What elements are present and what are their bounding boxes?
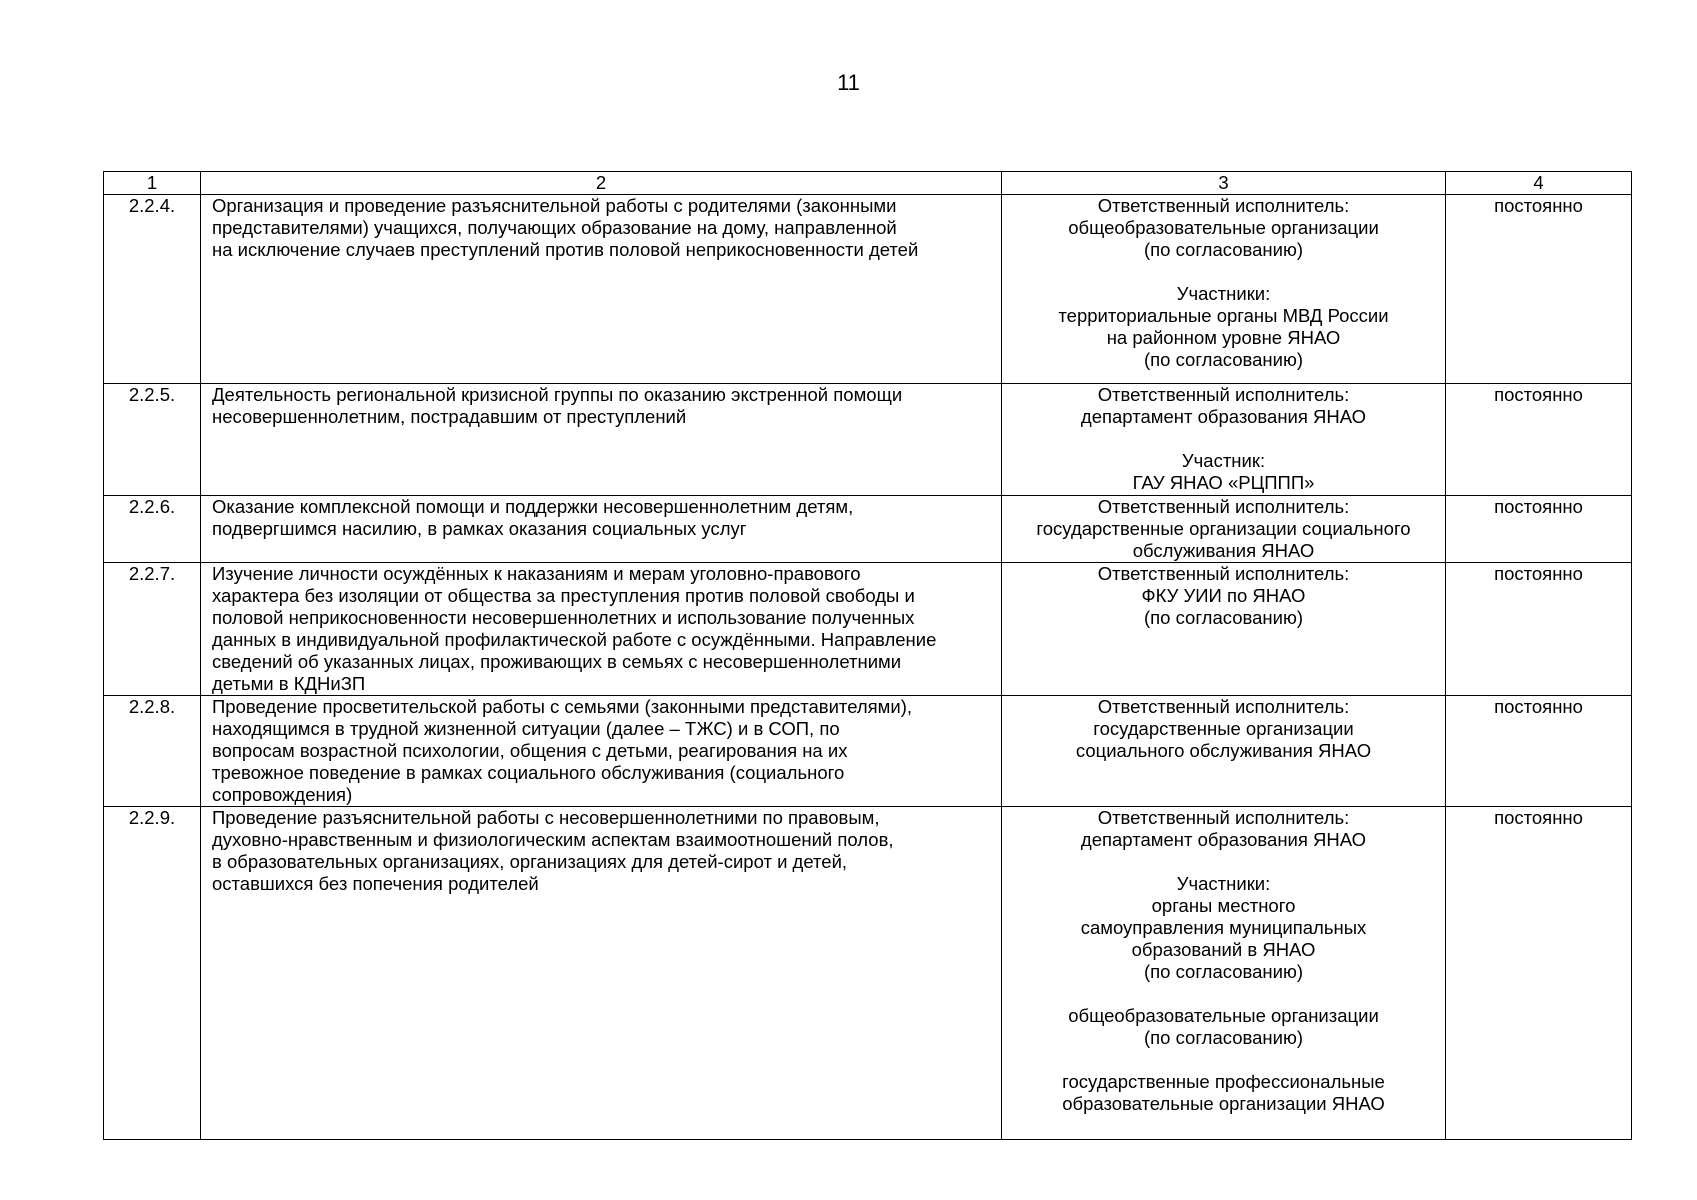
responsible-line: Участник: (1181, 450, 1266, 471)
header-cell: 3 (1002, 172, 1446, 195)
responsible-executor (1002, 195, 1446, 384)
description-line: детьми в КДНиЗП (212, 673, 366, 694)
table-row (104, 807, 1632, 1140)
item-number: 2.2.6. (104, 496, 201, 563)
header-cell: 4 (1446, 172, 1632, 195)
responsible-line: общеобразовательные организации (1068, 217, 1379, 238)
responsible-line: территориальные органы МВД России (1058, 305, 1389, 326)
measure-description (201, 807, 1002, 1140)
responsible-line: (по согласованию) (1143, 239, 1304, 260)
item-number: 2.2.9. (104, 807, 201, 1140)
description-line: подвергшимся насилию, в рамках оказания социальных услуг (212, 518, 747, 539)
responsible-line: образовательные организации ЯНАО (1062, 1093, 1385, 1114)
responsible-line: Ответственный исполнитель: (1097, 384, 1350, 405)
responsible-line: департамент образования ЯНАО (1080, 406, 1367, 427)
responsible-line (1002, 983, 1445, 1005)
description-line: Оказание комплексной помощи и поддержки несовершеннолетним детям, (212, 496, 854, 517)
responsible-executor (1002, 807, 1446, 1140)
description-line: находящимся в трудной жизненной ситуации (далее – ТЖС) и в СОП, по (212, 718, 840, 739)
responsible-line: самоуправления муниципальных (1080, 917, 1367, 938)
execution-term: постоянно (1446, 496, 1632, 563)
responsible-line: Ответственный исполнитель: (1097, 496, 1350, 517)
description-line: Организация и проведение разъяснительной работы с родителями (законными (212, 195, 897, 216)
execution-term: постоянно (1446, 563, 1632, 696)
responsible-line: Ответственный исполнитель: (1097, 563, 1350, 584)
table-row (104, 563, 1632, 696)
responsible-line: Ответственный исполнитель: (1097, 696, 1350, 717)
responsible-line: общеобразовательные организации (1068, 1005, 1379, 1026)
execution-term: постоянно (1446, 195, 1632, 384)
responsible-line (1002, 261, 1445, 283)
description-line: духовно-нравственным и физиологическим аспектам взаимоотношений полов, (212, 829, 894, 850)
responsible-line (1002, 1049, 1445, 1071)
description-line: характера без изоляции от общества за преступления против половой свободы и (212, 585, 915, 606)
responsible-line: государственные организации социального (1036, 518, 1411, 539)
responsible-line (1002, 851, 1445, 873)
description-line: оставшихся без попечения родителей (212, 873, 539, 894)
measure-description (201, 696, 1002, 807)
description-line: вопросам возрастной психологии, общения с детьми, реагирования на их (212, 740, 848, 761)
measure-description (201, 496, 1002, 563)
measure-description (201, 195, 1002, 384)
item-number: 2.2.8. (104, 696, 201, 807)
responsible-executor (1002, 563, 1446, 696)
description-line: данных в индивидуальной профилактической работе с осуждёнными. Направление (212, 629, 937, 650)
plan-table (103, 171, 1632, 1140)
item-number: 2.2.5. (104, 384, 201, 496)
description-line: представителями) учащихся, получающих образование на дому, направленной (212, 217, 897, 238)
responsible-executor (1002, 496, 1446, 563)
responsible-line: обслуживания ЯНАО (1132, 540, 1315, 561)
responsible-line (1002, 428, 1445, 450)
table-row (104, 696, 1632, 807)
description-line: сопровождения) (212, 784, 353, 805)
responsible-line: органы местного (1151, 895, 1296, 916)
description-line: Проведение разъяснительной работы с несовершеннолетними по правовым, (212, 807, 880, 828)
responsible-line: социального обслуживания ЯНАО (1075, 740, 1372, 761)
responsible-line: государственные профессиональные (1062, 1071, 1385, 1092)
header-row (104, 172, 1632, 195)
responsible-executor (1002, 384, 1446, 496)
description-line: Изучение личности осуждённых к наказаниям и мерам уголовно-правового (212, 563, 861, 584)
execution-term: постоянно (1446, 384, 1632, 496)
header-cell: 1 (104, 172, 201, 195)
responsible-line: (по согласованию) (1143, 349, 1304, 370)
description-line: Проведение просветительской работы с семьями (законными представителями), (212, 696, 913, 717)
description-line: в образовательных организациях, организациях для детей-сирот и детей, (212, 851, 848, 872)
responsible-line: на районном уровне ЯНАО (1106, 327, 1341, 348)
execution-term: постоянно (1446, 807, 1632, 1140)
description-line: Деятельность региональной кризисной группы по оказанию экстренной помощи (212, 384, 903, 405)
responsible-line: (по согласованию) (1143, 1027, 1304, 1048)
responsible-executor (1002, 696, 1446, 807)
responsible-line: Ответственный исполнитель: (1097, 195, 1350, 216)
description-line: тревожное поведение в рамках социального обслуживания (социального (212, 762, 845, 783)
page-number: 11 (837, 70, 860, 95)
item-number: 2.2.4. (104, 195, 201, 384)
responsible-line: ФКУ УИИ по ЯНАО (1141, 585, 1306, 606)
responsible-line: (по согласованию) (1143, 961, 1304, 982)
description-line: несовершеннолетним, пострадавшим от преступлений (212, 406, 687, 427)
description-line: сведений об указанных лицах, проживающих в семьях с несовершеннолетними (212, 651, 902, 672)
responsible-line: Участники: (1176, 873, 1271, 894)
responsible-line: Участники: (1176, 283, 1271, 304)
responsible-line: образований в ЯНАО (1131, 939, 1316, 960)
table-row (104, 195, 1632, 384)
responsible-line: Ответственный исполнитель: (1097, 807, 1350, 828)
responsible-line: государственные организации (1093, 718, 1354, 739)
table-row (104, 496, 1632, 563)
description-line: на исключение случаев преступлений против половой неприкосновенности детей (212, 239, 919, 260)
measure-description (201, 384, 1002, 496)
measure-description (201, 563, 1002, 696)
execution-term: постоянно (1446, 696, 1632, 807)
responsible-line: департамент образования ЯНАО (1080, 829, 1367, 850)
header-cell: 2 (201, 172, 1002, 195)
item-number: 2.2.7. (104, 563, 201, 696)
description-line: половой неприкосновенности несовершеннолетних и использование полученных (212, 607, 915, 628)
responsible-line: (по согласованию) (1143, 607, 1304, 628)
table-row (104, 384, 1632, 496)
responsible-line: ГАУ ЯНАО «РЦППП» (1132, 472, 1315, 493)
